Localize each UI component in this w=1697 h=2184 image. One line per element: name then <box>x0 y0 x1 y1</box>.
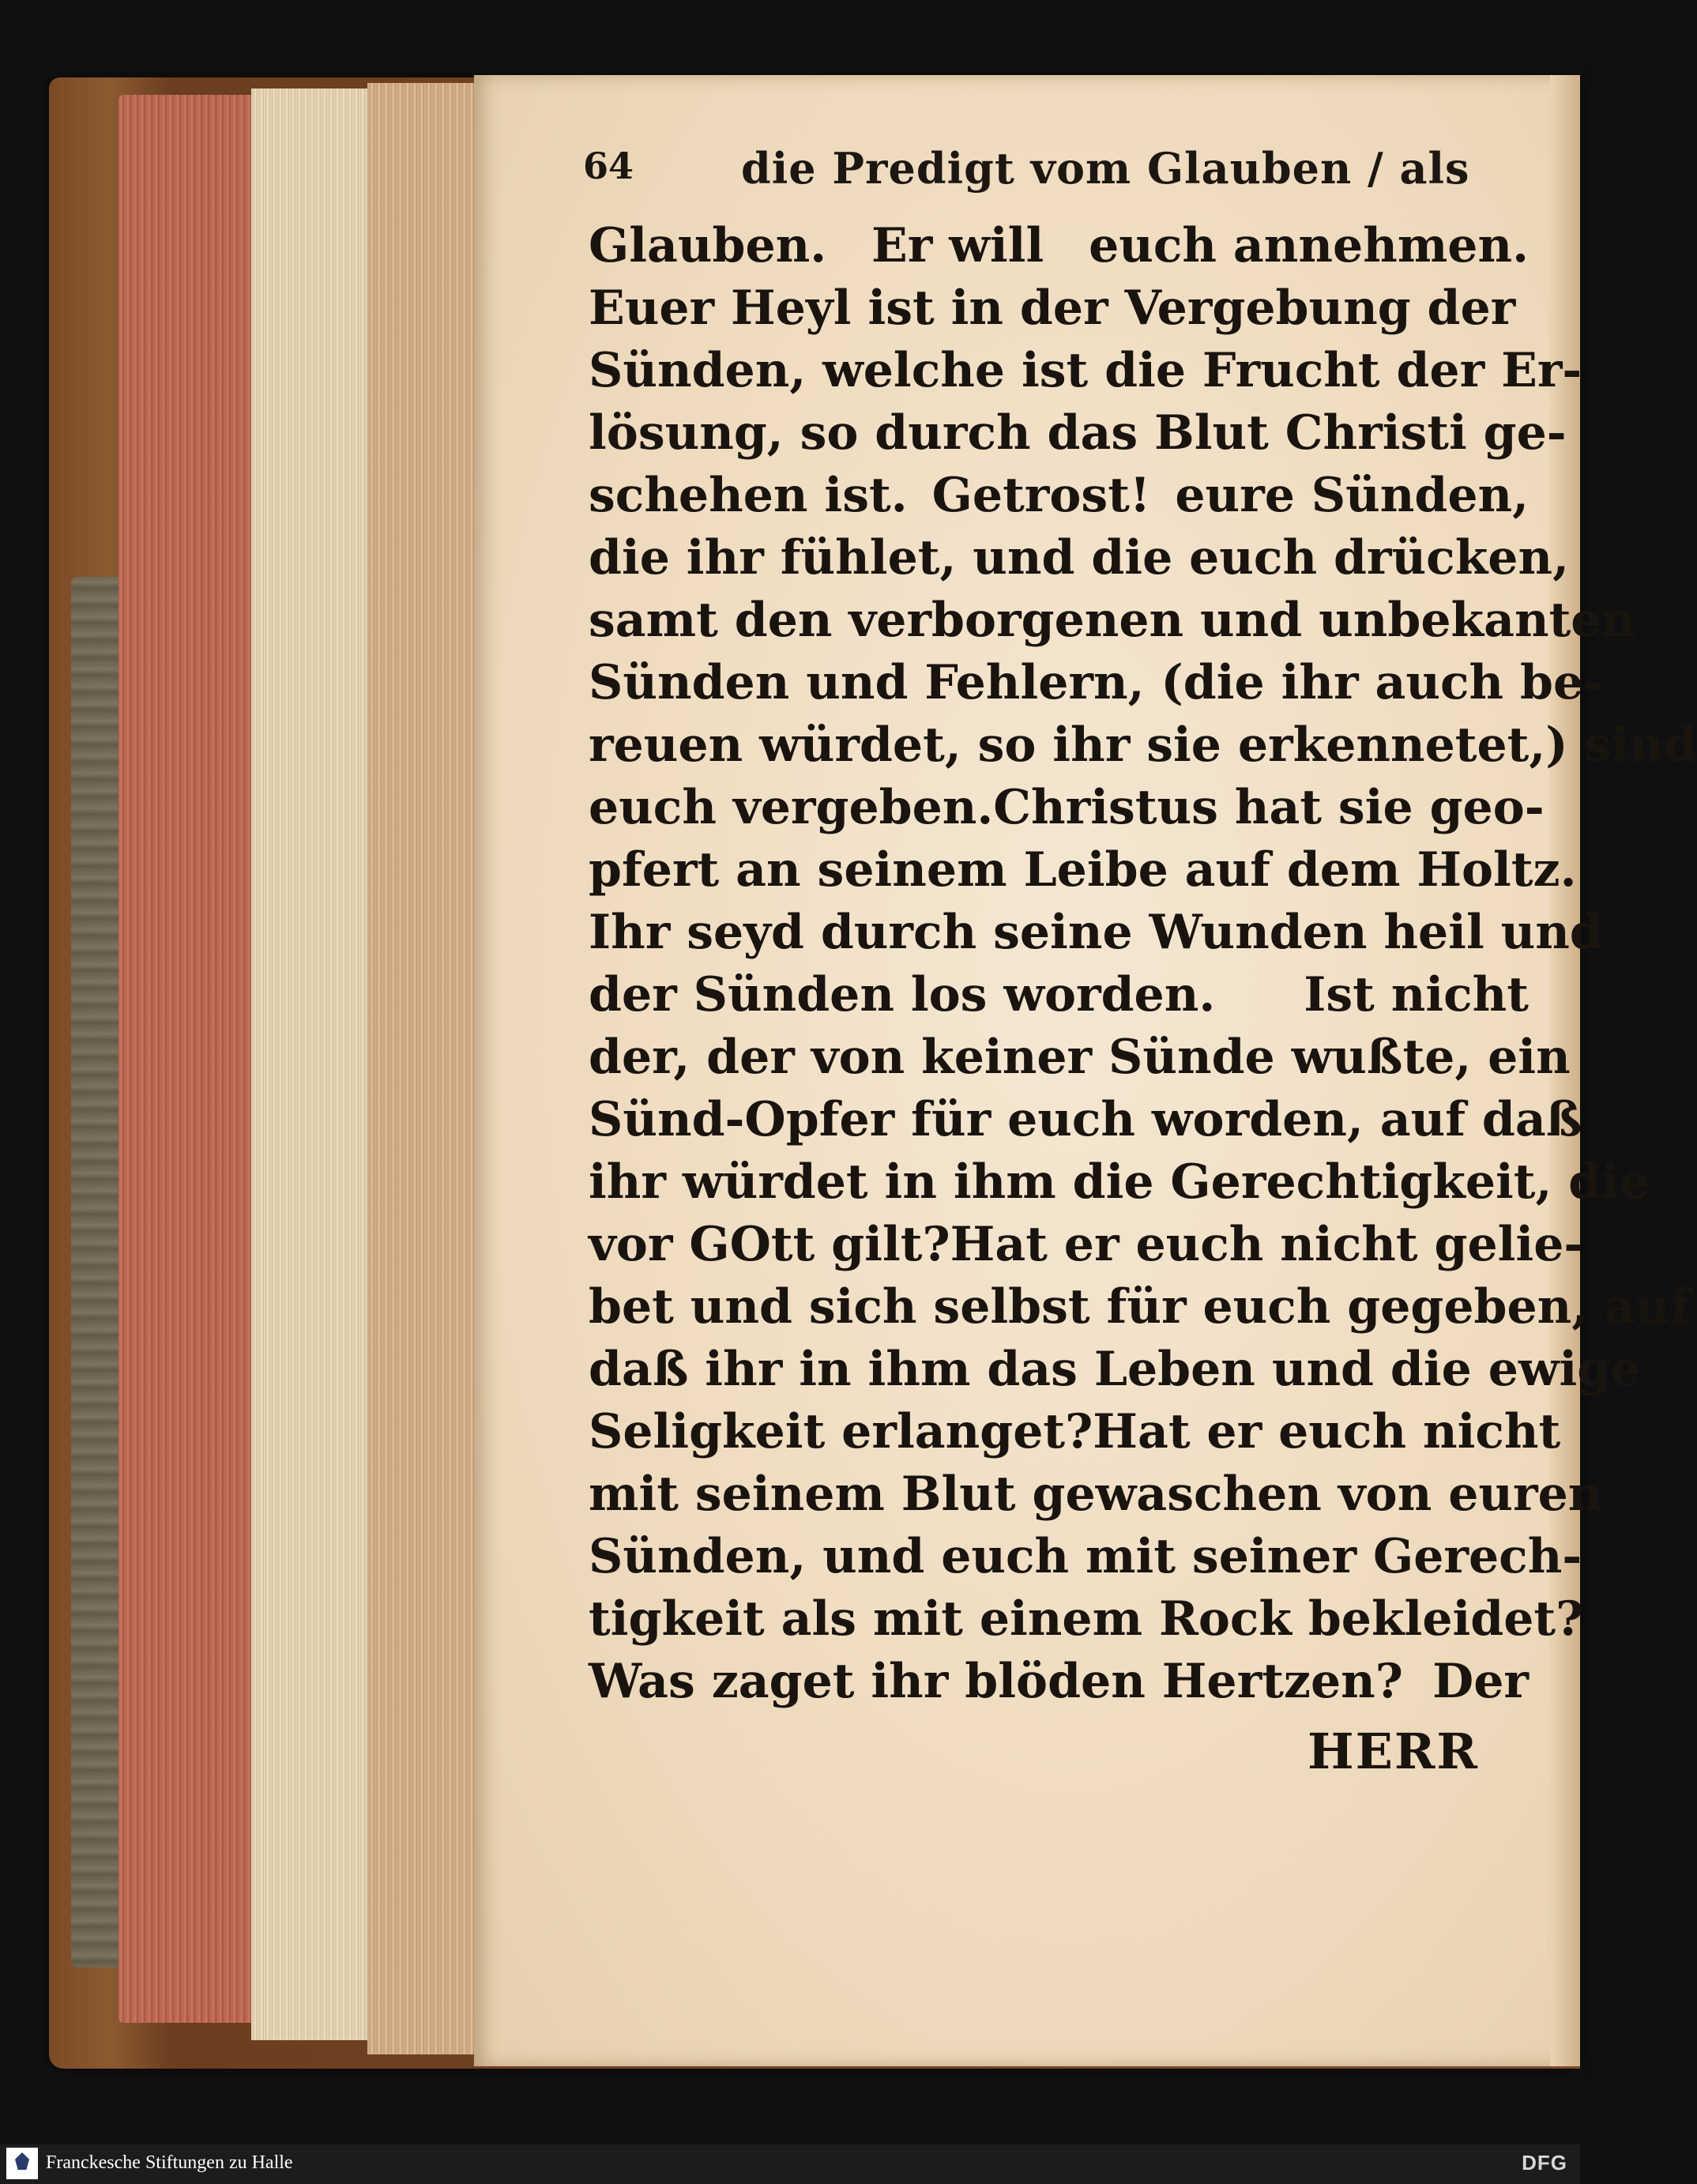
text-segment: Der <box>1432 1654 1529 1709</box>
text-segment: Sünden, welche ist die Frucht der Er- <box>589 343 1582 398</box>
text-segment: bet und sich selbst für euch gegeben, auf <box>589 1279 1691 1335</box>
text-line <box>589 902 1603 964</box>
text-segment: Ist nicht <box>1304 967 1529 1022</box>
text-segment: schehen ist. <box>589 468 908 523</box>
text-segment: Sünd-Opfer für euch worden, auf daß <box>589 1092 1582 1147</box>
funder-logo: DFG <box>1522 2151 1567 2175</box>
text-segment: Er will <box>871 218 1044 273</box>
text-line <box>589 1651 1529 1713</box>
text-segment: Getrost! <box>931 468 1151 523</box>
text-line <box>589 1588 1584 1651</box>
page-edges-light <box>251 88 370 2040</box>
text-segment: Euer Heyl ist in der Vergebung der <box>589 281 1516 336</box>
text-segment: Ihr seyd durch seine Wunden heil und <box>589 905 1603 960</box>
text-line <box>589 1526 1582 1588</box>
text-segment: samt den verborgenen und unbekanten <box>589 593 1636 648</box>
running-title: die Predigt vom Glauben / als <box>741 143 1470 194</box>
text-segment: Sünden, und euch mit seiner Gerech- <box>589 1529 1582 1584</box>
text-line <box>589 1339 1641 1401</box>
text-line <box>589 777 1545 839</box>
text-line <box>589 527 1569 589</box>
text-segment: reuen würdet, so ihr sie erkennetet,) sind <box>589 717 1697 773</box>
text-line <box>589 1026 1571 1089</box>
text-segment: Was zaget ihr blöden Hertzen? <box>589 1654 1403 1709</box>
institution-logo-icon <box>6 2148 38 2179</box>
text-segment: tigkeit als mit einem Rock bekleidet? <box>589 1591 1584 1647</box>
text-line <box>589 1276 1691 1339</box>
text-line <box>589 1089 1582 1151</box>
text-segment: der Sünden los worden. <box>589 967 1216 1022</box>
catchword: HERR <box>1308 1723 1479 1780</box>
text-line <box>589 340 1582 402</box>
text-line <box>589 714 1697 777</box>
body-text <box>589 215 1697 1713</box>
text-segment: Hat er euch nicht <box>1093 1404 1561 1459</box>
footer-bar <box>0 2144 1580 2184</box>
page-number: 64 <box>583 145 634 187</box>
text-segment: Christus hat sie geo- <box>993 780 1545 835</box>
text-line <box>589 1401 1561 1463</box>
text-segment: mit seinem Blut gewaschen von euren <box>589 1467 1603 1522</box>
text-segment: Seligkeit erlanget? <box>589 1404 1093 1459</box>
text-segment: Hat er euch nicht gelie- <box>950 1217 1584 1272</box>
text-segment: eure Sünden, <box>1175 468 1529 523</box>
text-segment: ihr würdet in ihm die Gerechtigkeit, die <box>589 1154 1650 1210</box>
running-head <box>583 138 1531 209</box>
text-line <box>589 402 1567 465</box>
logo-mark <box>15 2152 29 2170</box>
institution-name: Franckesche Stiftungen zu Halle <box>46 2152 293 2173</box>
text-line <box>589 465 1529 527</box>
text-segment: pfert an seinem Leibe auf dem Holtz. <box>589 842 1577 898</box>
text-segment: die ihr fühlet, und die euch drücken, <box>589 530 1569 586</box>
text-segment: Glauben. <box>589 218 827 273</box>
text-line <box>589 1151 1650 1214</box>
text-segment: der, der von keiner Sünde wußte, ein <box>589 1030 1571 1085</box>
text-line <box>589 839 1577 902</box>
text-line <box>589 964 1529 1026</box>
text-segment: daß ihr in ihm das Leben und die ewige <box>589 1342 1641 1397</box>
text-line <box>589 652 1604 714</box>
text-line <box>589 1214 1584 1276</box>
text-line <box>589 215 1529 277</box>
text-line <box>589 277 1529 340</box>
text-segment: Sünden und Fehlern, (die ihr auch be- <box>589 655 1604 710</box>
text-segment: euch annehmen. <box>1089 218 1529 273</box>
text-line <box>589 589 1636 652</box>
text-segment: vor GOtt gilt? <box>589 1217 950 1272</box>
text-line <box>589 1463 1603 1526</box>
page-edges-red <box>119 95 269 2023</box>
text-segment: euch vergeben. <box>589 780 994 835</box>
text-segment: lösung, so durch das Blut Christi ge- <box>589 405 1567 461</box>
